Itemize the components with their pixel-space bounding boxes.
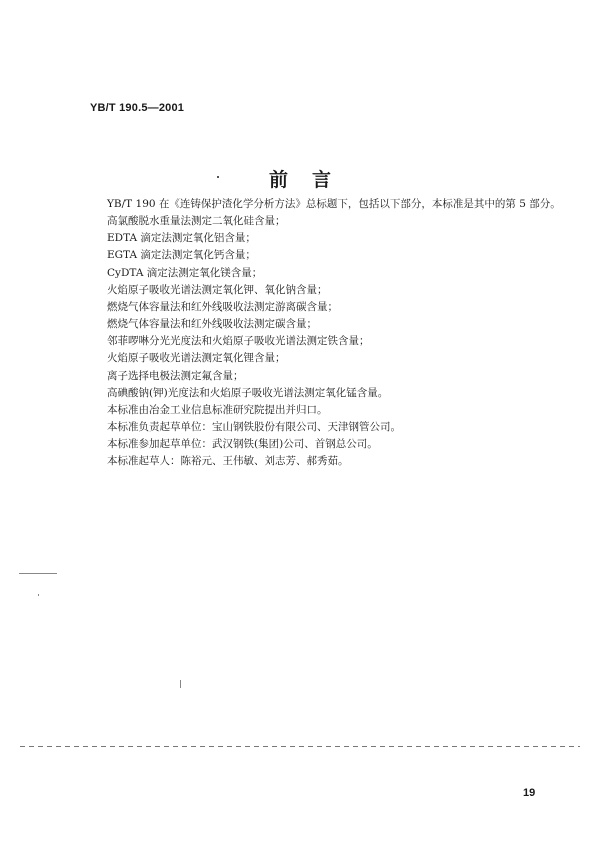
body-line-intro: YB/T 190 在《连铸保护渣化学分析方法》总标题下，包括以下部分，本标准是其中的第 5 部分。 bbox=[107, 198, 561, 210]
body-line: 邻菲啰啉分光光度法和火焰原子吸收光谱法测定铁含量； bbox=[107, 335, 370, 348]
body-line: 本标准由冶金工业信息标准研究院提出并归口。 bbox=[107, 403, 328, 416]
body-line: 火焰原子吸收光谱法测定氧化锂含量； bbox=[107, 352, 286, 365]
body-line: EGTA 滴定法测定氧化钙含量； bbox=[107, 249, 256, 262]
scan-speck bbox=[19, 573, 57, 574]
body-line: EDTA 滴定法测定氧化铝含量； bbox=[107, 232, 256, 245]
body-line: 本标准起草人：陈裕元、王伟敏、刘志芳、郝秀茹。 bbox=[107, 455, 349, 468]
body-line: 燃烧气体容量法和红外线吸收法测定游离碳含量； bbox=[107, 300, 338, 313]
standard-code: YB/T 190.5—2001 bbox=[90, 102, 185, 114]
page-title: 前言 bbox=[268, 169, 355, 191]
body-line: 高碘酸钠(钾)光度法和火焰原子吸收光谱法测定氧化锰含量。 bbox=[107, 386, 389, 399]
scan-speck bbox=[38, 594, 39, 596]
body-line: 本标准参加起草单位：武汉钢铁(集团)公司、首钢总公司。 bbox=[107, 438, 378, 451]
page-number: 19 bbox=[523, 787, 536, 799]
body-line: 离子选择电极法测定氟含量； bbox=[107, 369, 244, 382]
body-line: 高氯酸脱水重量法测定二氧化硅含量； bbox=[107, 215, 286, 228]
body-line: CyDTA 滴定法测定氧化镁含量； bbox=[107, 266, 263, 279]
scan-speck bbox=[180, 680, 181, 688]
body-line: 火焰原子吸收光谱法测定氧化钾、氧化钠含量； bbox=[107, 283, 328, 296]
body-line: 燃烧气体容量法和红外线吸收法测定碳含量； bbox=[107, 318, 317, 331]
body-line: 本标准负责起草单位：宝山钢铁股份有限公司、天津钢管公司。 bbox=[107, 421, 401, 434]
scan-dashed-line bbox=[20, 746, 580, 747]
foreword-body bbox=[107, 196, 561, 471]
